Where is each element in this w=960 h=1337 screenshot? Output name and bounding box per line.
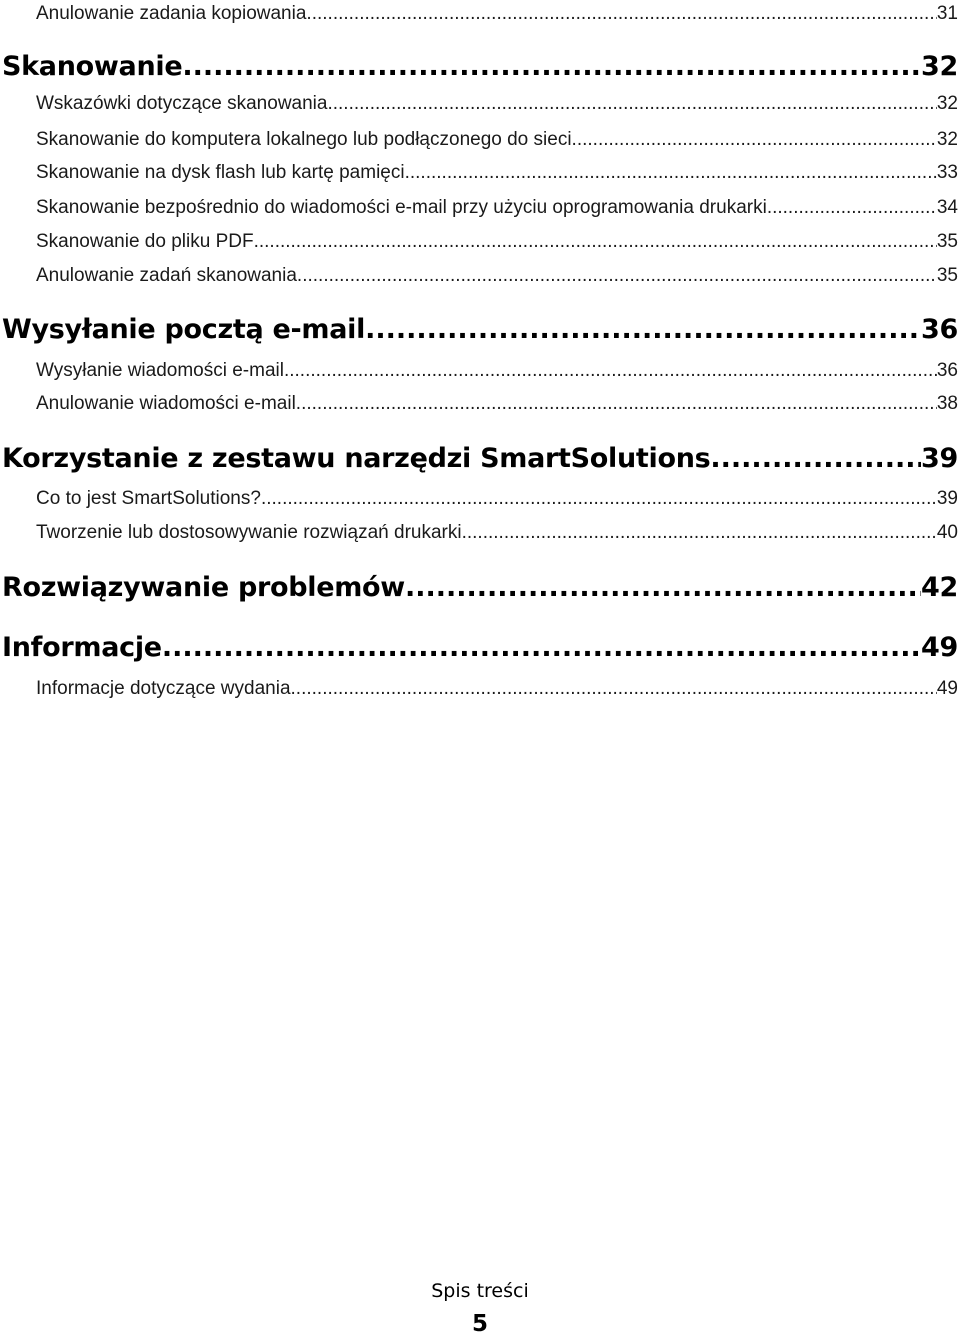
- dot-leader: [767, 196, 937, 220]
- toc-entry-title: Wysyłanie wiadomości e-mail: [36, 360, 284, 381]
- toc-entry[interactable]: [36, 2, 958, 26]
- dot-leader: [291, 677, 937, 701]
- toc-section-title: Korzystanie z zestawu narzędzi SmartSolutions: [2, 443, 711, 474]
- toc-section-title: Rozwiązywanie problemów: [2, 572, 405, 603]
- dot-leader: [254, 230, 937, 254]
- toc-section-title: Skanowanie: [2, 51, 183, 82]
- toc-section-title: Wysyłanie pocztą e-mail: [2, 314, 366, 345]
- toc-entry[interactable]: [36, 392, 958, 416]
- toc-entry[interactable]: [36, 161, 958, 185]
- toc-section-page: 42: [921, 572, 958, 603]
- toc-entry-title: Wskazówki dotyczące skanowania: [36, 93, 328, 114]
- toc-section-page: 36: [921, 314, 958, 345]
- toc-entry[interactable]: [36, 230, 958, 254]
- toc-entry-title: Anulowanie zadań skanowania: [36, 265, 297, 286]
- dot-leader: [327, 92, 936, 116]
- dot-leader: [462, 521, 937, 545]
- dot-leader: [296, 392, 937, 416]
- toc-entry-title: Tworzenie lub dostosowywanie rozwiązań drukarki: [36, 522, 462, 543]
- page-number: 5: [471, 1311, 488, 1337]
- toc-entry-title: Skanowanie do komputera lokalnego lub podłączonego do sieci: [36, 129, 572, 150]
- dot-leader: [284, 359, 937, 383]
- toc-entry[interactable]: [36, 196, 958, 220]
- toc-entry[interactable]: [36, 521, 958, 545]
- toc-entry-page: 35: [936, 231, 958, 252]
- toc-entry[interactable]: [36, 359, 958, 383]
- toc-entry-title: Skanowanie na dysk flash lub kartę pamięci: [36, 162, 405, 183]
- toc-entry[interactable]: [36, 677, 958, 701]
- toc-section-page: 32: [921, 51, 958, 82]
- toc-entry-page: 32: [936, 129, 958, 150]
- toc-entry-title: Anulowanie zadania kopiowania: [36, 3, 307, 24]
- toc-entry-title: Anulowanie wiadomości e-mail: [36, 393, 296, 414]
- dot-leader: [405, 161, 937, 185]
- toc-section-page: 49: [921, 632, 958, 663]
- dot-leader: [182, 49, 921, 85]
- dot-leader: [572, 128, 937, 152]
- dot-leader: [297, 264, 937, 288]
- dot-leader: [306, 2, 936, 26]
- toc-entry-page: 32: [936, 93, 958, 114]
- toc-section-entry[interactable]: [2, 312, 958, 348]
- toc-entry-page: 31: [936, 3, 958, 24]
- toc-entry[interactable]: [36, 264, 958, 288]
- footer-label: Spis treści: [431, 1280, 529, 1302]
- toc-entry-page: 38: [936, 393, 958, 414]
- toc-entry-title: Skanowanie do pliku PDF: [36, 231, 254, 252]
- toc-entry-page: 36: [936, 360, 958, 381]
- dot-leader: [710, 441, 921, 477]
- toc-section-page: 39: [921, 443, 958, 474]
- toc-entry-page: 39: [936, 488, 958, 509]
- toc-entry-title: Informacje dotyczące wydania: [36, 678, 291, 699]
- toc-section-title: Informacje: [2, 632, 162, 663]
- toc-entry-page: 35: [936, 265, 958, 286]
- toc-entry[interactable]: [36, 487, 958, 511]
- toc-section-entry[interactable]: [2, 570, 958, 606]
- toc-section-entry[interactable]: [2, 49, 958, 85]
- toc-entry[interactable]: [36, 92, 958, 116]
- dot-leader: [162, 630, 921, 666]
- toc-entry-page: 34: [936, 197, 958, 218]
- toc-entry[interactable]: [36, 128, 958, 152]
- toc-entry-title: Skanowanie bezpośrednio do wiadomości e-mail przy użyciu oprogramowania drukarki: [36, 197, 767, 218]
- dot-leader: [261, 487, 937, 511]
- toc-section-entry[interactable]: [2, 630, 958, 666]
- dot-leader: [405, 570, 921, 606]
- toc-entry-title: Co to jest SmartSolutions?: [36, 488, 261, 509]
- toc-entry-page: 40: [936, 522, 958, 543]
- toc-entry-page: 33: [936, 162, 958, 183]
- toc-section-entry[interactable]: [2, 441, 958, 477]
- dot-leader: [365, 312, 921, 348]
- toc-entry-page: 49: [936, 678, 958, 699]
